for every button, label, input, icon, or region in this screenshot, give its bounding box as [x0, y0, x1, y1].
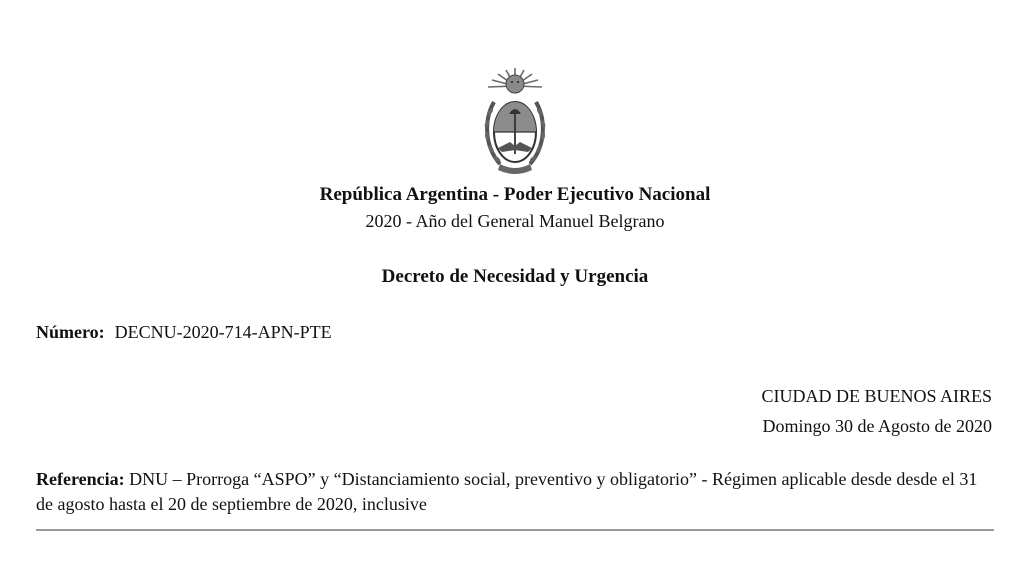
decree-number-row [36, 322, 332, 343]
decree-number-value: DECNU-2020-714-APN-PTE [114, 322, 332, 342]
decree-number-label: Número: [36, 322, 105, 342]
date-text: Domingo 30 de Agosto de 2020 [762, 416, 992, 436]
header-subtitle: 2020 - Año del General Manuel Belgrano [365, 211, 665, 231]
place-date-block [761, 381, 992, 441]
section-divider [36, 529, 994, 531]
decree-type: Decreto de Necesidad y Urgencia [381, 266, 649, 287]
coat-of-arms-icon [470, 64, 560, 182]
place-text: CIUDAD DE BUENOS AIRES [761, 386, 992, 406]
reference-text: DNU – Prorroga “ASPO” y “Distanciamiento social, preventivo y obligatorio” - Régimen aplicable desde desde el 31 de agosto hasta el 20 de septiembre de 2020, inclusive [36, 469, 978, 514]
reference-label: Referencia: [36, 469, 125, 489]
header-title: República Argentina - Poder Ejecutivo Nacional [319, 184, 711, 205]
reference-paragraph [36, 467, 996, 517]
